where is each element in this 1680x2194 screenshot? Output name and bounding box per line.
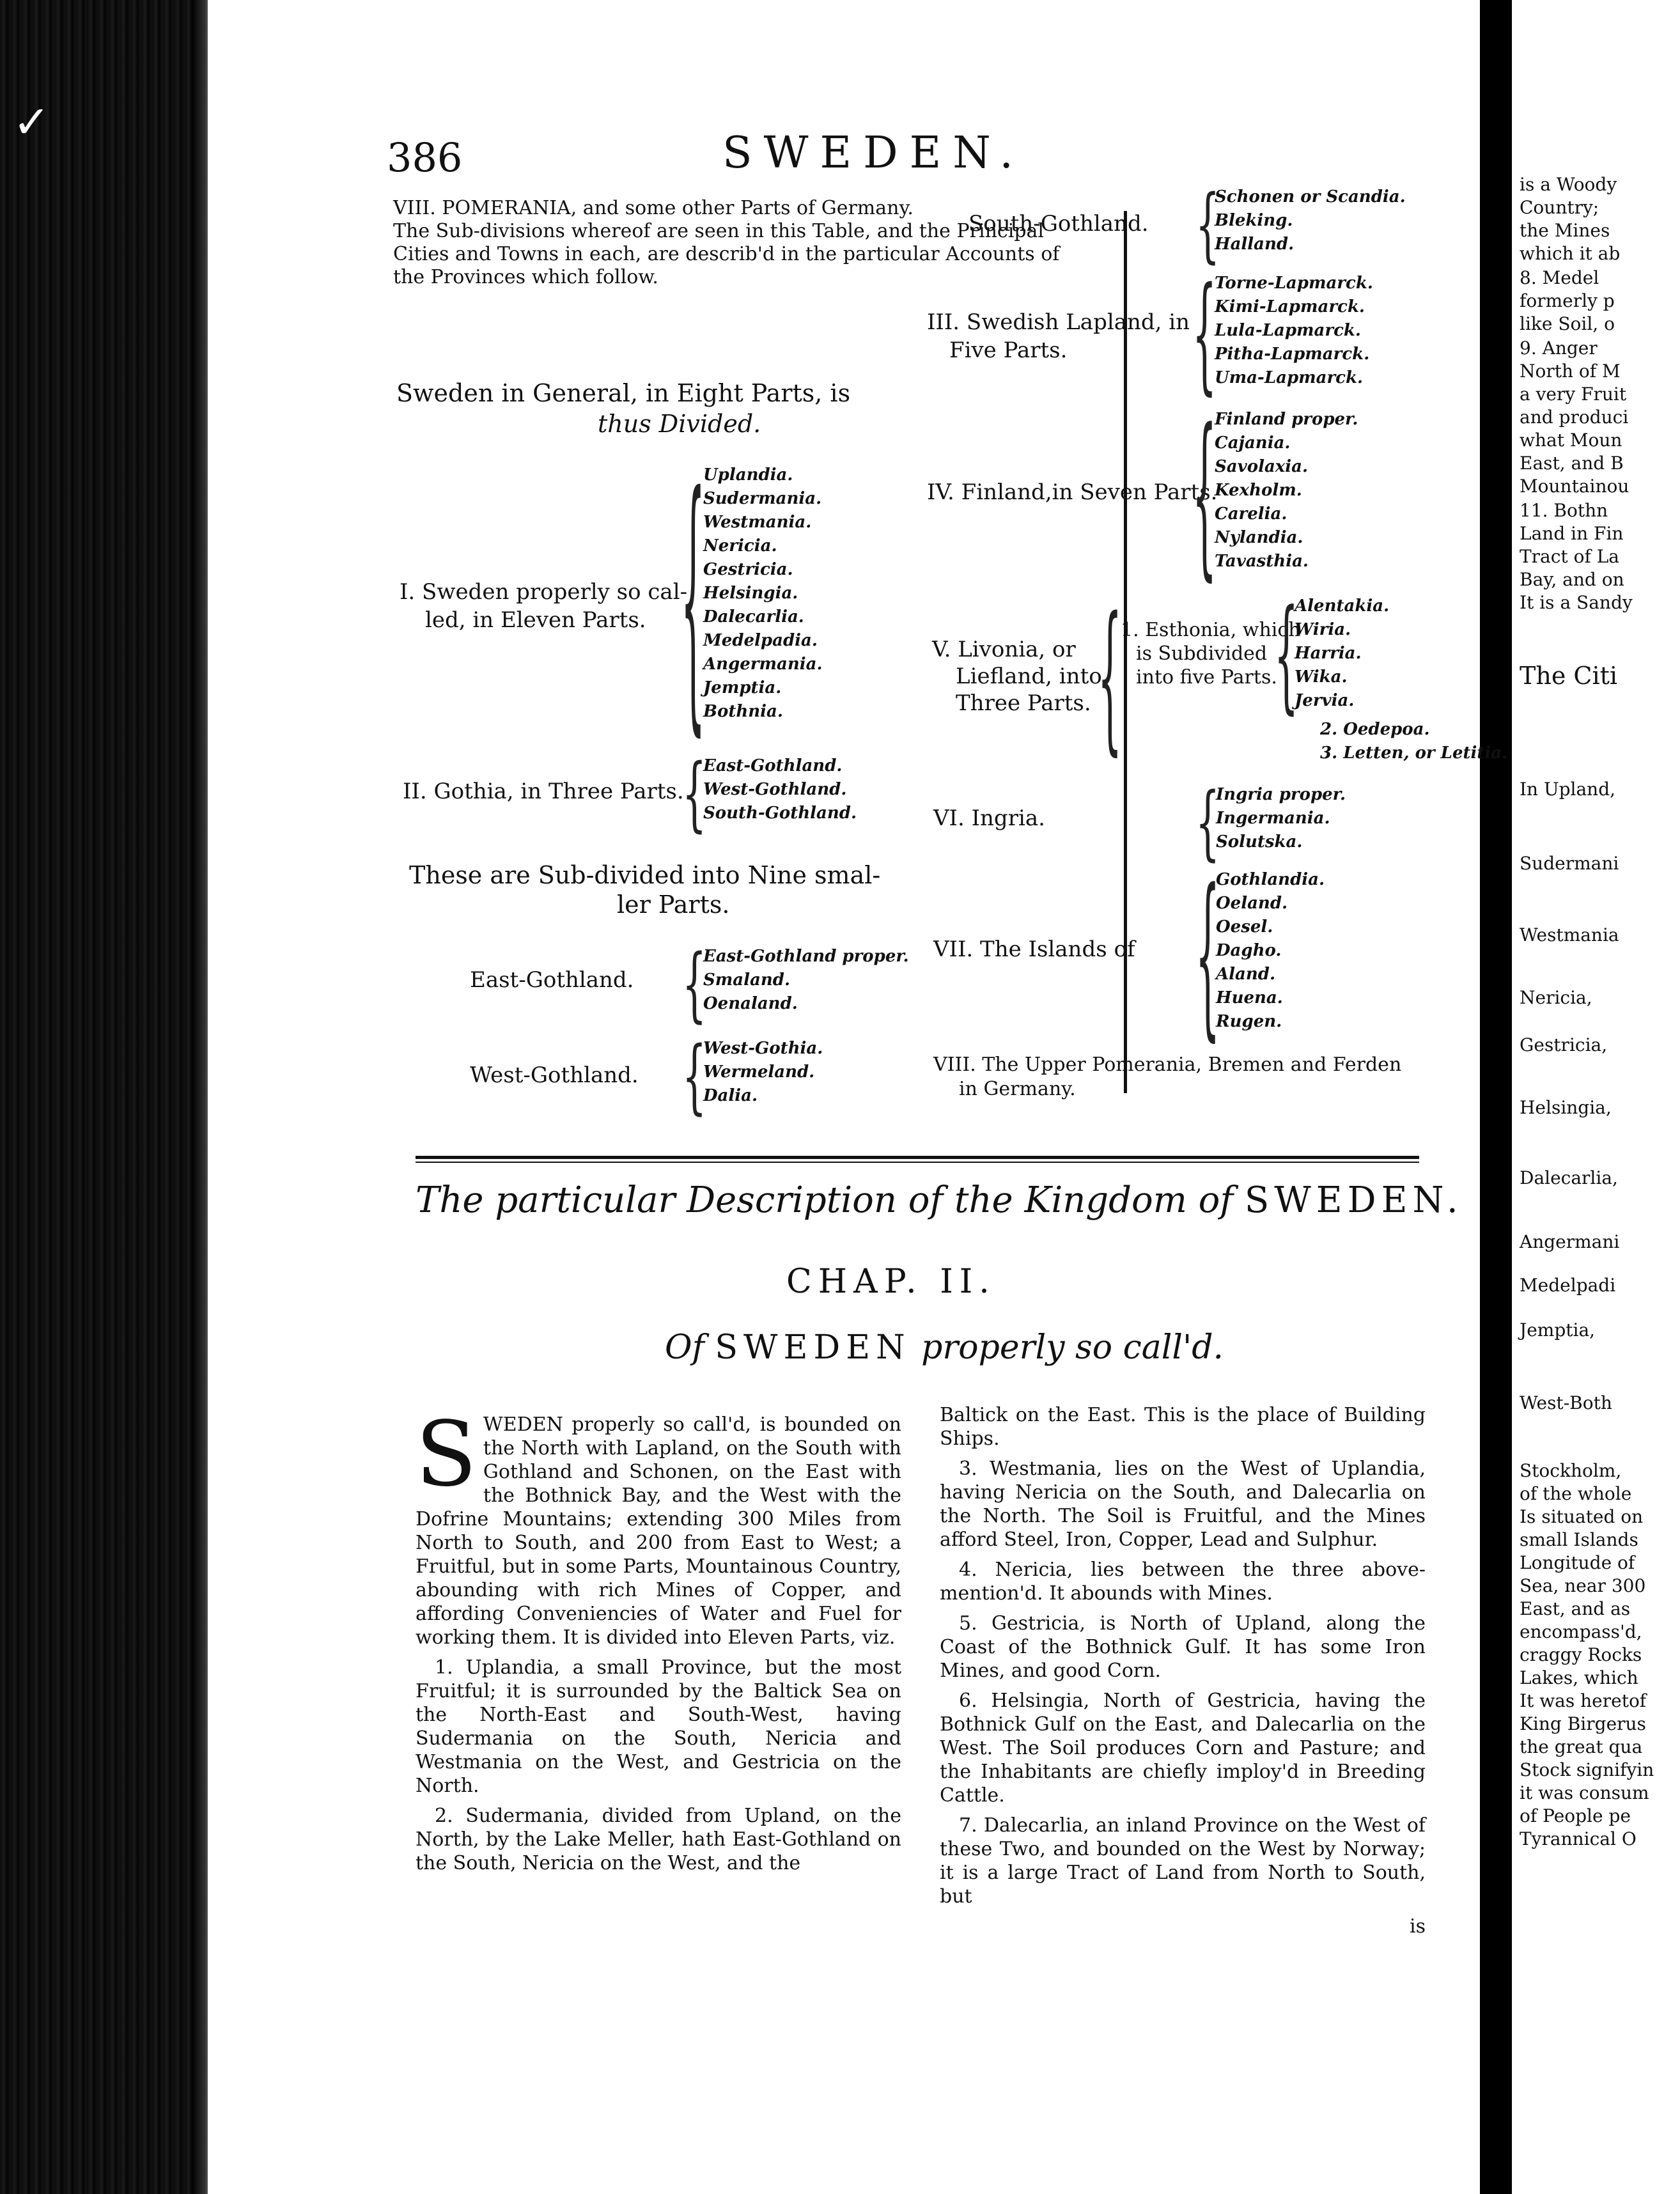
next-page-line: a very Fruit bbox=[1520, 384, 1627, 405]
brace: { bbox=[1098, 584, 1123, 772]
next-page-line: small Islands bbox=[1520, 1529, 1638, 1550]
list-item: Nylandia. bbox=[1215, 528, 1303, 547]
list-item: Tavasthia. bbox=[1215, 552, 1309, 571]
subdivided-line2: ler Parts. bbox=[617, 891, 730, 919]
next-page-line: it was consum bbox=[1520, 1782, 1649, 1803]
next-page-line: Longitude of bbox=[1520, 1552, 1635, 1573]
general-heading-line2: thus Divided. bbox=[598, 410, 761, 438]
next-page-line: 8. Medel bbox=[1520, 267, 1599, 288]
next-page-line: Stock signifyin bbox=[1520, 1759, 1654, 1780]
brace: { bbox=[1274, 584, 1299, 727]
next-page-line: Land in Fin bbox=[1520, 523, 1624, 544]
next-page-line: Jemptia, bbox=[1520, 1319, 1596, 1341]
chapter-subtitle-name: SWEDEN bbox=[715, 1328, 911, 1367]
paragraph: 5. Gestricia, is North of Upland, along the Coast of the Bothnick Gulf. It has some Iron Mines, and good Corn. bbox=[940, 1612, 1426, 1682]
gothia-list bbox=[703, 754, 857, 825]
list-item: Wika. bbox=[1295, 667, 1348, 687]
next-page-line: Bay, and on bbox=[1520, 569, 1624, 590]
running-head: SWEDEN. bbox=[722, 128, 1025, 178]
next-page-line: Westmania bbox=[1520, 924, 1619, 945]
brace: { bbox=[1195, 178, 1220, 273]
section-title bbox=[416, 1179, 1463, 1221]
south-gothland-label: South-Gothland. bbox=[968, 211, 1149, 237]
list-item: Bothnia. bbox=[703, 702, 783, 721]
paragraph: 1. Uplandia, a small Province, but the most Fruitful; it is surrounded by the Baltick Sea on the North-East and South-West, having Sudermania on the South, Nericia and Westmania on the West, and Gestricia on the North. bbox=[416, 1656, 901, 1797]
list-item: West-Gothia. bbox=[703, 1039, 823, 1058]
pomerania-line1: VIII. The Upper Pomerania, Bremen and Ferden bbox=[933, 1054, 1402, 1076]
list-item: Sudermania. bbox=[703, 489, 822, 508]
next-page-line: It was heretof bbox=[1520, 1690, 1647, 1711]
livonia-part-2: 2. Oedepoa. bbox=[1320, 720, 1430, 739]
next-page-line: East, and B bbox=[1520, 453, 1624, 474]
next-page-line: North of M bbox=[1520, 361, 1621, 382]
next-page-line: the Mines bbox=[1520, 220, 1610, 241]
chapter-subtitle-prefix: Of bbox=[665, 1328, 704, 1367]
list-item: Smaland. bbox=[703, 970, 790, 990]
section-title-prefix: The particular Description of the Kingdom of bbox=[416, 1179, 1234, 1221]
clip-mark-icon: ✓ bbox=[13, 96, 51, 148]
east-gothland-label: East-Gothland. bbox=[470, 967, 634, 993]
list-item: Solutska. bbox=[1216, 832, 1303, 852]
sweden-proper-list bbox=[703, 463, 823, 724]
next-page-line: Nericia, bbox=[1520, 987, 1592, 1008]
next-page-line: King Birgerus bbox=[1520, 1713, 1646, 1734]
list-item: Dalecarlia. bbox=[703, 607, 804, 626]
islands-label: VII. The Islands of bbox=[933, 937, 1135, 962]
list-item: Rugen. bbox=[1216, 1012, 1282, 1031]
list-item: Oenaland. bbox=[703, 994, 798, 1013]
next-page-line: The Citi bbox=[1520, 662, 1618, 690]
list-item: Oesel. bbox=[1216, 917, 1273, 937]
next-page-line: 11. Bothn bbox=[1520, 500, 1608, 521]
list-item: Uma-Lapmarck. bbox=[1215, 368, 1364, 387]
south-gothland-list bbox=[1215, 185, 1406, 256]
next-page-line: Country; bbox=[1520, 197, 1599, 218]
next-page-line: encompass'd, bbox=[1520, 1621, 1642, 1642]
list-item: Wiria. bbox=[1295, 620, 1351, 639]
chapter-subtitle-suffix: properly so call'd. bbox=[921, 1328, 1224, 1367]
next-page-line: Gestricia, bbox=[1520, 1034, 1608, 1055]
next-page-line: Sudermani bbox=[1520, 853, 1619, 874]
next-page-line: It is a Sandy bbox=[1520, 592, 1633, 613]
list-item: East-Gothland. bbox=[703, 756, 843, 775]
next-page-line: Lakes, which bbox=[1520, 1667, 1638, 1688]
next-page-line: like Soil, o bbox=[1520, 313, 1615, 334]
brace: { bbox=[1192, 393, 1217, 599]
next-page-line: East, and as bbox=[1520, 1598, 1631, 1619]
gothia-label: II. Gothia, in Three Parts. bbox=[403, 779, 684, 804]
finland-list bbox=[1215, 408, 1358, 573]
list-item: Kexholm. bbox=[1215, 481, 1302, 500]
next-page-line: Tyrannical O bbox=[1520, 1828, 1637, 1849]
brace: { bbox=[681, 440, 706, 763]
ingria-label: VI. Ingria. bbox=[933, 805, 1045, 831]
subdivided-line1: These are Sub-divided into Nine smal- bbox=[409, 861, 881, 889]
list-item: Cajania. bbox=[1215, 433, 1291, 453]
list-item: Savolaxia. bbox=[1215, 457, 1309, 476]
next-page-line: Medelpadi bbox=[1520, 1275, 1616, 1296]
next-page-line: 9. Anger bbox=[1520, 338, 1598, 359]
list-item: Ingermania. bbox=[1216, 809, 1330, 828]
intro-heading: VIII. POMERANIA, and some other Parts of Germany. bbox=[393, 197, 914, 219]
lapland-label-1: III. Swedish Lapland, in bbox=[927, 309, 1190, 335]
list-item: Harria. bbox=[1295, 644, 1362, 663]
east-gothland-list bbox=[703, 945, 909, 1016]
section-rule bbox=[416, 1156, 1419, 1159]
list-item: Alentakia. bbox=[1295, 596, 1390, 616]
drop-cap: S bbox=[416, 1403, 477, 1507]
ingria-list bbox=[1216, 783, 1346, 854]
general-heading-line1: Sweden in General, in Eight Parts, is bbox=[396, 379, 851, 407]
list-item: Medelpadia. bbox=[703, 631, 818, 650]
paragraph: Baltick on the East. This is the place of Building Ships. bbox=[940, 1404, 1426, 1450]
livonia-label-2: Liefland, into bbox=[956, 664, 1102, 689]
next-page-line: the great qua bbox=[1520, 1736, 1643, 1757]
catchword: is bbox=[1410, 1915, 1426, 1938]
brace: { bbox=[1195, 776, 1220, 871]
paragraph: 7. Dalecarlia, an inland Province on the West of these Two, and bounded on the West by Norway; it is a large Tract of Land from North to South, but bbox=[940, 1814, 1426, 1908]
finland-label: IV. Finland,in Seven Parts. bbox=[927, 479, 1218, 505]
next-page-line: Stockholm, bbox=[1520, 1460, 1622, 1481]
list-item: East-Gothland proper. bbox=[703, 947, 909, 966]
list-item: Halland. bbox=[1215, 235, 1295, 254]
list-item: Helsingia. bbox=[703, 584, 798, 603]
next-page-edge bbox=[1512, 0, 1680, 2194]
list-item: Ingria proper. bbox=[1216, 785, 1346, 804]
list-item: Gothlandia. bbox=[1216, 870, 1325, 889]
list-item: Jemptia. bbox=[703, 678, 782, 697]
next-page-line: Sea, near 300 bbox=[1520, 1575, 1646, 1596]
list-item: Gestricia. bbox=[703, 560, 793, 579]
brace: { bbox=[1192, 261, 1217, 409]
list-item: Aland. bbox=[1216, 965, 1276, 984]
west-gothland-list bbox=[703, 1037, 823, 1108]
section-title-name: SWEDEN. bbox=[1244, 1179, 1463, 1221]
next-page-line: Is situated on bbox=[1520, 1506, 1644, 1527]
list-item: Nericia. bbox=[703, 536, 777, 556]
body-column-left bbox=[416, 1403, 901, 1881]
list-item: West-Gothland. bbox=[703, 780, 847, 799]
chapter-heading: CHAP. II. bbox=[786, 1263, 996, 1301]
list-item: Schonen or Scandia. bbox=[1215, 187, 1406, 206]
livonia-part-3: 3. Letten, or Letitia. bbox=[1320, 743, 1508, 763]
intro-text: The Sub-divisions whereof are seen in this Table, and the Principal Cities and Towns in each, are describ'd in the particular Accounts of the Provinces which follow. bbox=[393, 220, 1060, 288]
list-item: Pitha-Lapmarck. bbox=[1215, 345, 1370, 364]
lapland-label-2: Five Parts. bbox=[949, 338, 1068, 363]
sweden-proper-label-1: I. Sweden properly so cal- bbox=[400, 579, 688, 605]
next-page-line: Helsingia, bbox=[1520, 1097, 1612, 1118]
paragraph: 2. Sudermania, divided from Upland, on the North, by the Lake Meller, hath East-Gothland on the South, Nericia on the West, and the bbox=[416, 1805, 901, 1874]
list-item: Jervia. bbox=[1295, 691, 1355, 710]
pomerania-line2: in Germany. bbox=[959, 1078, 1076, 1100]
book-spine bbox=[0, 0, 211, 2194]
next-page-line: Dalecarlia, bbox=[1520, 1167, 1618, 1188]
list-item: Westmania. bbox=[703, 513, 812, 532]
list-item: Angermania. bbox=[703, 655, 823, 674]
list-item: Torne-Lapmarck. bbox=[1215, 274, 1373, 293]
list-item: South-Gothland. bbox=[703, 804, 857, 823]
list-item: Finland proper. bbox=[1215, 410, 1358, 429]
book-page bbox=[208, 0, 1508, 2194]
page-number: 386 bbox=[387, 134, 463, 181]
list-item: Oeland. bbox=[1216, 894, 1288, 913]
islands-list bbox=[1216, 868, 1325, 1034]
esthonia-3: into five Parts. bbox=[1136, 666, 1277, 689]
body-column-right bbox=[940, 1403, 1426, 1938]
list-item: Lula-Lapmarck. bbox=[1215, 321, 1361, 340]
paragraph: 3. Westmania, lies on the West of Uplandia, having Nericia on the South, and Dalecarlia on the North. The Soil is Fruitful, and the Mines afford Steel, Iron, Copper, Lead and Sulphur. bbox=[940, 1458, 1426, 1551]
next-page-line: what Moun bbox=[1520, 430, 1622, 451]
section-rule bbox=[416, 1162, 1419, 1163]
livonia-label-3: Three Parts. bbox=[956, 690, 1091, 716]
sweden-proper-label-2: led, in Eleven Parts. bbox=[425, 607, 646, 633]
list-item: Bleking. bbox=[1215, 211, 1293, 230]
paragraph: WEDEN properly so call'd, is bounded on the North with Lapland, on the South with Gothland and Schonen, on the East with the Bothnick Bay, and the West with the Dofrine Mountains; extending 300 Miles from North to South, and 200 from East to West; a Fruitful, but in some Parts, Mountainous Country, abounding with rich Mines of Copper, and affording Conveniencies of Water and Fuel for working them. It is divided into Eleven Parts, viz. bbox=[416, 1413, 901, 1649]
lapland-list bbox=[1215, 272, 1373, 390]
next-page-line: of the whole bbox=[1520, 1483, 1632, 1504]
next-page-line: In Upland, bbox=[1520, 779, 1616, 800]
brace: { bbox=[682, 1030, 707, 1124]
brace: { bbox=[682, 747, 707, 842]
next-page-line: is a Woody bbox=[1520, 174, 1617, 195]
esthonia-2: is Subdivided bbox=[1136, 642, 1268, 665]
next-page-line: Mountainou bbox=[1520, 476, 1629, 497]
west-gothland-label: West-Gothland. bbox=[470, 1062, 639, 1088]
livonia-label-1: V. Livonia, or bbox=[932, 637, 1076, 662]
list-item: Uplandia. bbox=[703, 465, 793, 485]
esthonia-list bbox=[1295, 595, 1389, 713]
paragraph: 4. Nericia, lies between the three above-mention'd. It abounds with Mines. bbox=[940, 1559, 1426, 1605]
chapter-subtitle bbox=[665, 1328, 1224, 1367]
brace: { bbox=[1195, 853, 1220, 1059]
next-page-line: which it ab bbox=[1520, 243, 1621, 264]
next-page-line: of People pe bbox=[1520, 1805, 1631, 1826]
next-page-line: West-Both bbox=[1520, 1392, 1612, 1413]
list-item: Huena. bbox=[1216, 988, 1283, 1008]
next-page-line: craggy Rocks bbox=[1520, 1644, 1642, 1665]
list-item: Dagho. bbox=[1216, 941, 1282, 960]
list-item: Carelia. bbox=[1215, 504, 1287, 524]
next-page-line: and produci bbox=[1520, 407, 1629, 428]
esthonia-1: 1. Esthonia, which bbox=[1121, 619, 1301, 641]
next-page-line: formerly p bbox=[1520, 290, 1615, 311]
next-page-line: Tract of La bbox=[1520, 546, 1619, 567]
paragraph: 6. Helsingia, North of Gestricia, having the Bothnick Gulf on the East, and Dalecarlia on the West. The Soil produces Corn and Pasture; and the Inhabitants are chiefly imploy'd in Breeding Cattle. bbox=[940, 1690, 1426, 1807]
brace: { bbox=[682, 938, 707, 1032]
next-page-line: Angermani bbox=[1520, 1231, 1620, 1252]
list-item: Wermeland. bbox=[703, 1062, 815, 1082]
list-item: Kimi-Lapmarck. bbox=[1215, 297, 1365, 316]
list-item: Dalia. bbox=[703, 1086, 758, 1105]
